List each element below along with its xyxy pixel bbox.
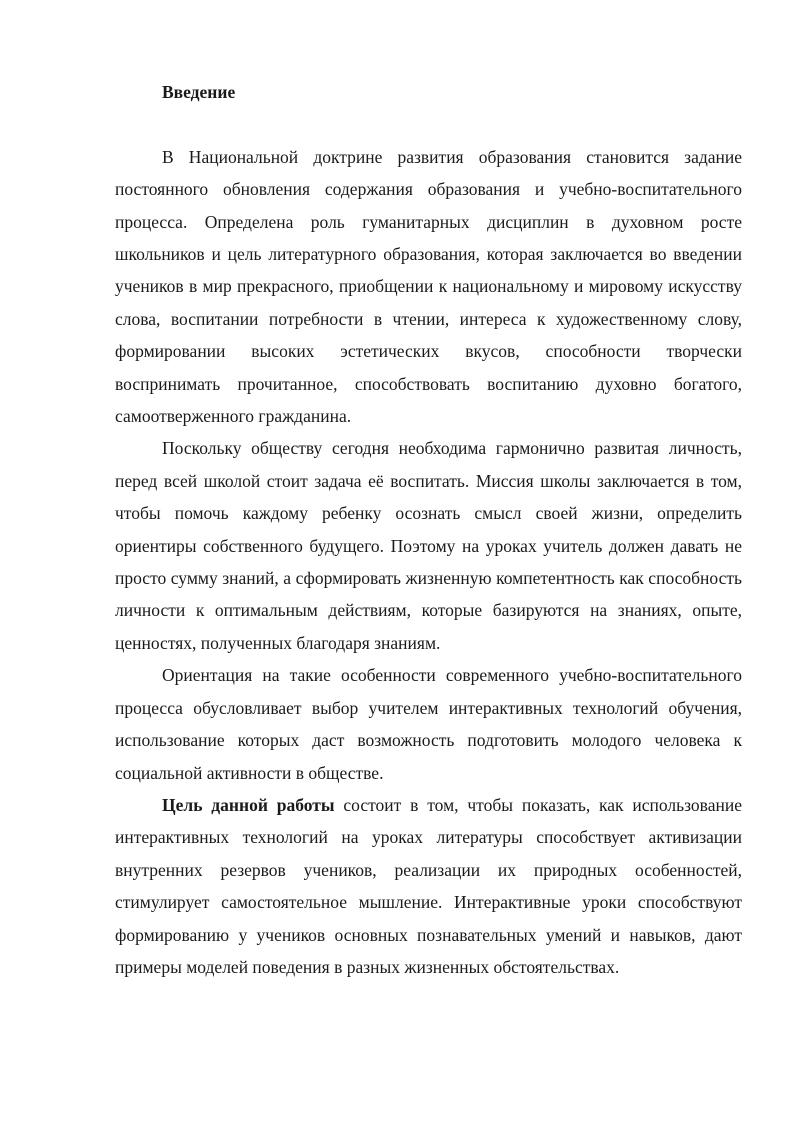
goal-lead-text: Цель данной работы bbox=[162, 794, 335, 815]
paragraph-3: Ориентация на такие особенности современного учебно-воспитательного процесса обусловливает выбор учителем интерактивных технологий обучения, использование которых даст возможность подготовить молодого человека к социальной активности в обществе. bbox=[115, 665, 742, 783]
goal-body-text: состоит в том, чтобы показать, как использование интерактивных технологий на уроках литературы способствует активизации внутренних резервов учеников, реализации их природных особенностей, стимулирует самостоятельное мышление. Интерактивные уроки способствуют формированию у учеников основных познавательных умений и навыков, дают примеры моделей поведения в разных жизненных обстоятельствах. bbox=[115, 794, 742, 977]
paragraph-4 bbox=[115, 789, 742, 983]
section-heading: Введение bbox=[162, 82, 236, 102]
document-body bbox=[115, 76, 742, 983]
paragraph-1: В Национальной доктрине развития образования становится задание постоянного обновления содержания образования и учебно-воспитательного процесса. Определена роль гуманитарных дисциплин в духовном росте школьников и цель литературного образования, которая заключается во введении учеников в мир прекрасного, приобщении к национальному и мировому искусству слова, воспитании потребности в чтении, интереса к художественному слову, формировании высоких эстетических вкусов, способности творчески воспринимать прочитанное, способствовать воспитанию духовно богатого, самоотверженного гражданина. bbox=[115, 146, 742, 427]
paragraph-2: Поскольку обществу сегодня необходима гармонично развитая личность, перед всей школой стоит задача её воспитать. Миссия школы заключается в том, чтобы помочь каждому ребенку осознать смысл своей жизни, определить ориентиры собственного будущего. Поэтому на уроках учитель должен давать не просто сумму знаний, а сформировать жизненную компетентность как способность личности к оптимальным действиям, которые базируются на знаниях, опыте, ценностях, полученных благодаря знаниям. bbox=[115, 438, 742, 653]
